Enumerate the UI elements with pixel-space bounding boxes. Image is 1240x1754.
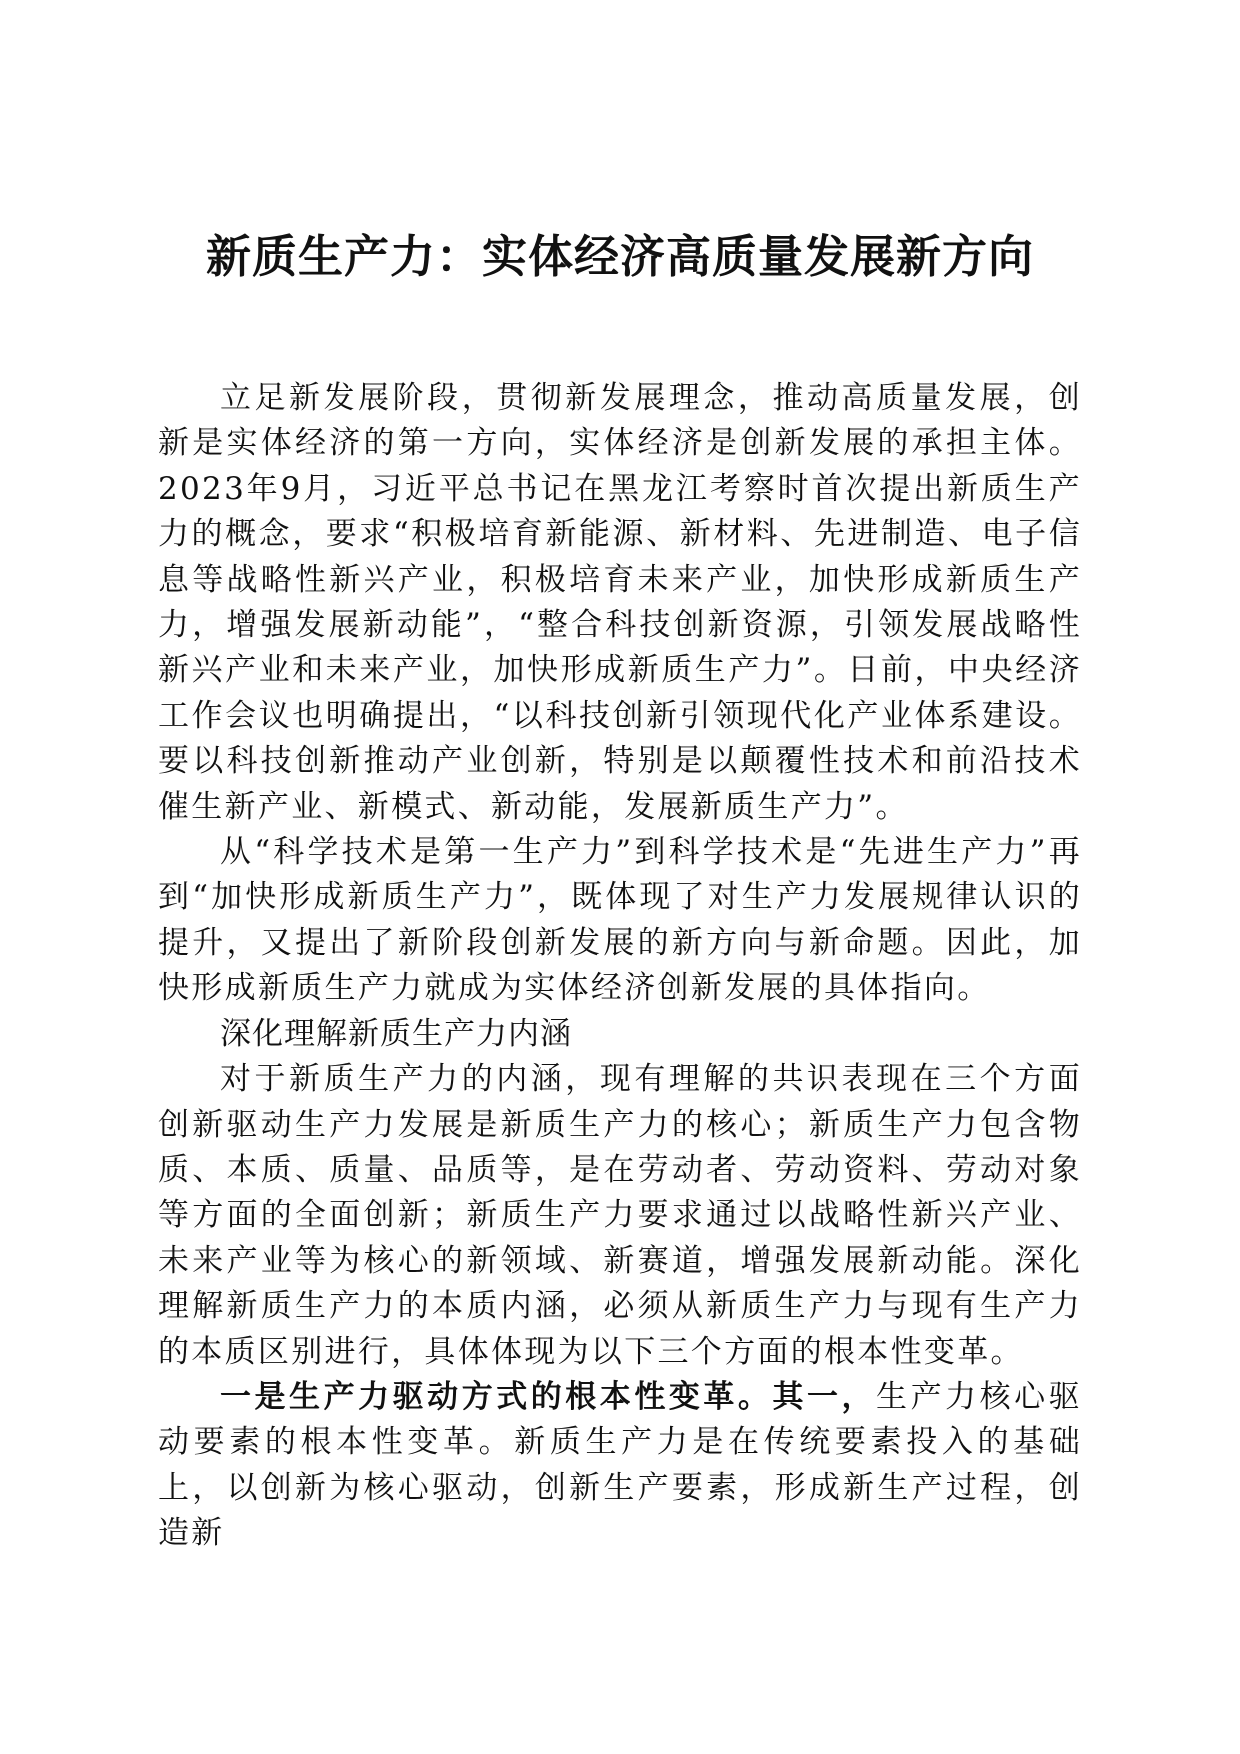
context-paragraph: 从“科学技术是第一生产力”到科学技术是“先进生产力”再到“加快形成新质生产力”，既体现了对生产力发展规律认识的提升，又提出了新阶段创新发展的新方向与新命题。因此，加快形成新质生产力就成为实体经济创新发展的具体指向。	[158, 834, 1082, 1007]
point-one-lead: 一是生产力驱动方式的根本性变革。	[220, 1378, 773, 1415]
document-body	[158, 376, 1082, 1557]
intro-paragraph: 立足新发展阶段，贯彻新发展理念，推动高质量发展，创新是实体经济的第一方向，实体经济是创新发展的承担主体。2023年9月，习近平总书记在黑龙江考察时首次提出新质生产力的概念，要求“积极培育新能源、新材料、先进制造、电子信息等战略性新兴产业，积极培育未来产业，加快形成新质生产力，增强发展新动能”，“整合科技创新资源，引领发展战略性新兴产业和未来产业，加快形成新质生产力”。日前，中央经济工作会议也明确提出，“以科技创新引领现代化产业体系建设。要以科技创新推动产业创新，特别是以颠覆性技术和前沿技术催生新产业、新模式、新动能，发展新质生产力”。	[158, 380, 1082, 825]
point-one-sub-lead: 其一，	[772, 1378, 877, 1415]
document-title: 新质生产力：实体经济高质量发展新方向	[205, 230, 1034, 283]
section-paragraph: 对于新质生产力的内涵，现有理解的共识表现在三个方面创新驱动生产力发展是新质生产力的核心；新质生产力包含物质、本质、质量、品质等，是在劳动者、劳动资料、劳动对象等方面的全面创新；新质生产力要求通过以战略性新兴产业、未来产业等为核心的新领域、新赛道，增强发展新动能。深化理解新质生产力的本质内涵，必须从新质生产力与现有生产力的本质区别进行，具体体现为以下三个方面的根本性变革。	[158, 1061, 1082, 1370]
point-one-paragraph	[158, 1375, 1082, 1557]
point-one-text: 生产力核心驱动要素的根本性变革。新质生产力是在传统要素投入的基础上，以创新为核心驱动，创新生产要素，形成新生产过程，创造新	[158, 1378, 1082, 1552]
section-heading: 深化理解新质生产力内涵	[220, 1015, 572, 1052]
